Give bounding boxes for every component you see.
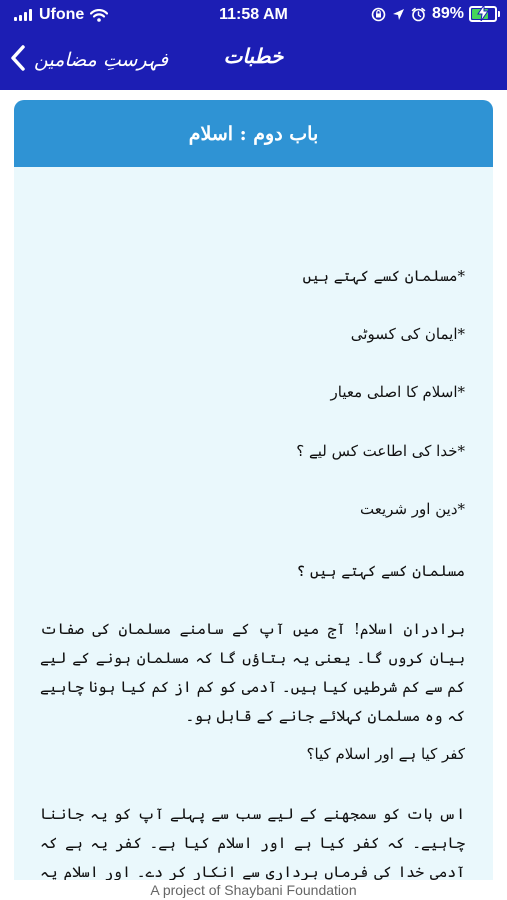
- location-icon: [392, 8, 405, 21]
- section-heading: مسلمان کسے کہتے ہیں ؟: [296, 562, 465, 580]
- topic-item: *مسلمان کسے کہتے ہیں: [302, 267, 465, 285]
- alarm-icon: [411, 7, 426, 22]
- status-right: [365, 5, 497, 23]
- topic-item: *خدا کی اطاعت کس لیے ؟: [296, 442, 465, 460]
- section-heading: کفر کیا ہے اور اسلام کیا؟: [306, 745, 465, 763]
- status-time: 11:58 AM: [219, 6, 288, 23]
- screen-lock-icon: [371, 7, 386, 22]
- battery-charging-icon: [469, 6, 497, 22]
- battery-percent: 89%: [431, 5, 464, 22]
- topic-item: *دین اور شریعت: [360, 500, 465, 518]
- navigation-bar: [0, 30, 507, 90]
- status-bar: [0, 0, 507, 30]
- topic-item: *ایمان کی کسوٹی: [350, 325, 465, 343]
- chapter-card: [14, 100, 493, 880]
- chapter-title: باب دوم : اسلام: [14, 100, 493, 167]
- paragraph: اس بات کو سمجھنے کے لیے سب سے پہلے آپ کو یہ جاننا چاہیے۔ کہ کفر کیا ہے اور اسلام کیا ہے۔ کفر یہ ہے کہ آدمی خدا کی فرماں برداری سے انکار کر دے۔ اور اسلام یہ: [40, 805, 465, 880]
- footer-credit: A project of Shaybani Foundation: [150, 882, 357, 898]
- topic-item: *اسلام کا اصلی معیار: [330, 383, 465, 401]
- carrier-name: Ufone: [39, 6, 85, 23]
- chapter-content[interactable]: [14, 167, 493, 880]
- paragraph: برادران اسلام! آج میں آپ کے سامنے مسلمان کی صفات بیان کروں گا۔ یعنی یہ بتاؤں گا کہ مسلمان ہونے کے لیے کم سے کم شرطیں کیا ہیں۔ آدمی کو کم از کم کیا ہونا چاہیے کہ وہ مسلمان کہلائے جانے کے قابل ہو۔: [40, 620, 465, 725]
- back-button-label: فہرستِ مضامین: [34, 49, 169, 71]
- nav-title: خطبات: [223, 44, 284, 68]
